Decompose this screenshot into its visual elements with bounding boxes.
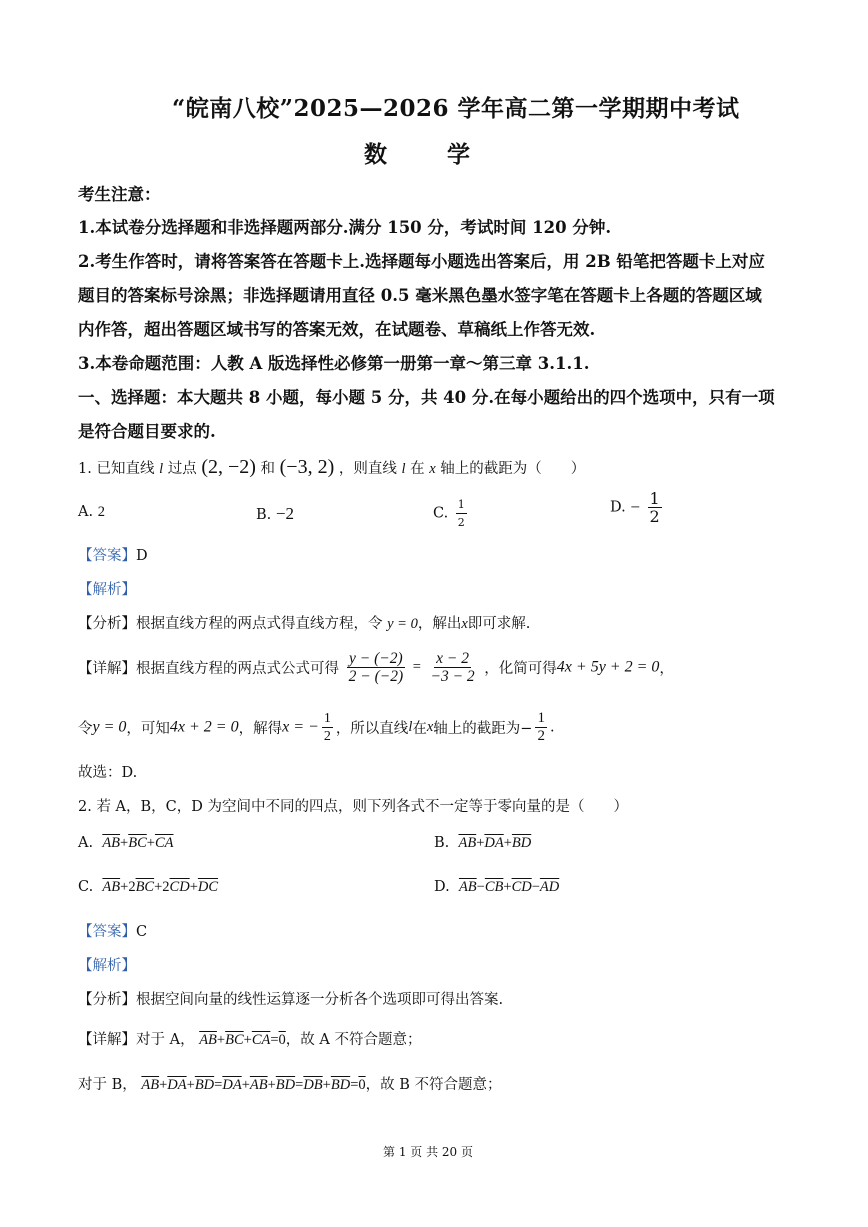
q2-option-d-label: D. (434, 879, 450, 895)
detail-text-b: 对于 B， (78, 1077, 137, 1093)
option-d-label: D. (610, 499, 626, 516)
q1-rest2: 在 (410, 461, 425, 477)
detail-tag: 【详解】 (78, 1032, 136, 1048)
q1-detail-line2 (78, 710, 555, 745)
equals: = (295, 1077, 304, 1093)
plus: + (503, 879, 512, 895)
q1-point-1: (2, −2) (201, 456, 256, 478)
plus: + (120, 835, 129, 851)
detail-text-a-end: ，故 A 不符合题意； (285, 1032, 422, 1048)
q1-and: 和 (260, 461, 276, 477)
vec-bd: $\overline{BD}$ (511, 835, 532, 851)
answer-value: D (136, 548, 148, 564)
detail-equation: 4x + 5y + 2 = 0 (556, 658, 660, 676)
vec-cd: $\overline{CD}$ (511, 879, 532, 895)
q2-answer (78, 920, 147, 941)
notice-item-2-line2: 题目的答案标号涂黑；非选择题请用直径 0.5 毫米黑色墨水签字笔在答题卡上各题的答题区域 (78, 286, 762, 305)
q2-option-c-label: C. (78, 879, 94, 895)
line2-frac2-num: 1 (537, 710, 545, 726)
vec-ab: $\overline{AB}$ (249, 1077, 268, 1093)
subject-title: 数学 (364, 141, 530, 168)
plus: + (154, 879, 163, 895)
line2-l: l (408, 719, 413, 735)
line2-text-g: . (549, 719, 555, 736)
vec-ab: $\overline{AB}$ (199, 1032, 217, 1048)
plus: + (241, 1077, 250, 1093)
line2-text-b: ，可知 (126, 721, 170, 737)
vec-bc: $\overline{BC}$ (135, 879, 155, 895)
equals: = (350, 1077, 359, 1093)
vec-ad: $\overline{AD}$ (539, 879, 560, 895)
plus: + (503, 835, 512, 851)
vec-dc: $\overline{DC}$ (197, 879, 219, 895)
plus: + (243, 1032, 252, 1048)
plus: + (120, 879, 129, 895)
vec-ca: $\overline{CA}$ (154, 835, 174, 851)
line2-frac1-num: 1 (323, 711, 331, 726)
fenxi-text-b: ，解出 (417, 616, 462, 632)
notice-item-3: 3.本卷命题范围：人教 A 版选择性必修第一册第一章～第三章 3.1.1. (78, 354, 590, 373)
section-heading-line2: 是符合题目要求的. (78, 422, 216, 441)
q2-option-a (78, 835, 173, 852)
vec-ab: $\overline{AB}$ (102, 835, 121, 851)
q1-option-a (78, 504, 105, 521)
line2-text-e: 在 (412, 721, 427, 737)
q1-option-d (610, 490, 665, 525)
q1-option-b (256, 504, 294, 524)
vec-db: $\overline{DB}$ (303, 1077, 323, 1093)
page-footer: 第 1 页 共 20 页 (383, 1145, 473, 1159)
line2-text-f: 轴上的截距为− (433, 721, 533, 737)
vec-ab: $\overline{AB}$ (458, 835, 477, 851)
vec-ab: $\overline{AB}$ (458, 879, 477, 895)
equals: = (270, 1032, 279, 1048)
zero-vector: 0 (358, 1077, 366, 1093)
q1-fenxi (78, 612, 530, 633)
fenxi-tag: 【分析】 (78, 992, 136, 1008)
notice-heading: 考生注意： (78, 185, 161, 204)
fenxi-text-a: 根据直线方程的两点式得直线方程，令 (136, 616, 383, 632)
vec-da: $\overline{DA}$ (484, 835, 504, 851)
line2-fraction-2 (535, 710, 547, 745)
fenxi-eq: y = 0 (387, 616, 418, 632)
vec-da: $\overline{DA}$ (222, 1077, 242, 1093)
detail-tag: 【详解】 (78, 661, 136, 677)
page-title: “皖南八校”2025—2026 学年高二第一学期期中考试 (172, 95, 740, 122)
fraction-2-num: x − 2 (436, 650, 470, 667)
line2-fraction-1 (322, 710, 333, 745)
line2-eq1: y = 0 (92, 718, 127, 736)
equals: = (214, 1077, 223, 1093)
fenxi-text: 根据空间向量的线性运算逐一分析各个选项即可得出答案. (136, 992, 504, 1008)
notice-item-2-line1: 2.考生作答时，请将答案答在答题卡上.选择题每小题选出答案后，用 2B 铅笔把答题卡上对应 (78, 252, 765, 271)
line2-text-a: 令 (78, 721, 93, 737)
option-c-label: C. (433, 505, 449, 522)
vec-da: $\overline{DA}$ (167, 1077, 187, 1093)
fenxi-x: x (461, 616, 468, 632)
vec-ca: $\overline{CA}$ (251, 1032, 271, 1048)
q1-x-var: x (429, 461, 436, 477)
option-d-fraction (648, 490, 662, 525)
section-heading-line1: 一、选择题：本大题共 8 小题，每小题 5 分，共 40 分.在每小题给出的四个选项中，只有一项 (78, 388, 775, 407)
option-b-label: B. (256, 507, 272, 523)
option-d-num: 1 (649, 489, 660, 508)
q2-analysis-tag: 【解析】 (78, 958, 136, 974)
detail-fraction-2 (429, 650, 477, 685)
plus: + (189, 879, 198, 895)
plus: + (476, 835, 485, 851)
line2-text-d: ，所以直线 (335, 721, 409, 737)
detail-fraction-1 (347, 650, 406, 685)
option-b-value: −2 (275, 504, 294, 523)
vec-bd: $\overline{BD}$ (330, 1077, 351, 1093)
equals-sign: = (412, 659, 421, 675)
coef-two: 2 (128, 879, 136, 895)
q1-detail-line1 (78, 650, 674, 685)
option-c-fraction (456, 496, 467, 531)
q2-option-b-label: B. (434, 835, 450, 851)
plus: + (186, 1077, 195, 1093)
detail-text-a: 根据直线方程的两点式公式可得 (136, 661, 339, 677)
vec-ab: $\overline{AB}$ (102, 879, 121, 895)
line2-eq2: 4x + 2 = 0 (169, 718, 239, 736)
vec-ab: $\overline{AB}$ (141, 1077, 160, 1093)
detail-text-a: 对于 A， (136, 1032, 195, 1048)
detail-text-b-end: ，故 B 不符合题意； (365, 1077, 502, 1093)
vec-bd: $\overline{BD}$ (275, 1077, 296, 1093)
answer-value: C (136, 924, 148, 940)
q1-point-2: (−3, 2) (279, 456, 335, 478)
q1-conclusion: 故选：D. (78, 765, 138, 781)
detail-text-c: ， (659, 661, 674, 677)
q1-line-var: l (159, 461, 164, 477)
q1-rest3: 轴上的截距为（ ） (440, 461, 586, 477)
fraction-1-den: 2 − (−2) (348, 668, 404, 685)
plus: + (159, 1077, 168, 1093)
question-2-stem: 2. 若 A，B，C，D 为空间中不同的四点，则下列各式不一定等于零向量的是（ ） (78, 799, 629, 815)
line2-xx: x (426, 719, 434, 735)
q2-detail-line2 (78, 1073, 502, 1094)
fenxi-tag: 【分析】 (78, 616, 136, 632)
minus: − (476, 879, 485, 895)
question-1-stem (78, 456, 585, 479)
plus: + (322, 1077, 331, 1093)
option-d-sign: − (630, 497, 640, 517)
q1-answer (78, 544, 148, 565)
plus: + (146, 835, 155, 851)
vec-bc: $\overline{BC}$ (128, 835, 147, 851)
vec-cb: $\overline{CB}$ (484, 879, 504, 895)
vec-bc: $\overline{BC}$ (225, 1032, 244, 1048)
fraction-2-den: −3 − 2 (430, 668, 475, 685)
fenxi-text-c: 即可求解. (467, 616, 531, 632)
option-a-label: A. (78, 504, 94, 520)
minus: − (531, 879, 540, 895)
line2-x: x = − (282, 718, 319, 736)
line2-frac1-den: 2 (323, 729, 331, 744)
q1-rest1: ，则直线 (338, 461, 397, 477)
zero-vector: 0 (278, 1032, 286, 1048)
q2-option-c (78, 879, 218, 896)
q1-line-var-2: l (401, 461, 406, 477)
answer-tag: 【答案】 (78, 924, 136, 940)
line2-text-c: ，解得 (238, 721, 283, 737)
q2-option-b (434, 835, 531, 852)
detail-text-b: ，化简可得 (484, 661, 557, 677)
notice-item-2-line3: 内作答，超出答题区域书写的答案无效，在试题卷、草稿纸上作答无效. (78, 320, 596, 339)
q1-analysis-tag: 【解析】 (78, 582, 136, 598)
notice-item-1: 1.本试卷分选择题和非选择题两部分.满分 150 分，考试时间 120 分钟. (78, 218, 612, 237)
q1-pass: 过点 (167, 461, 197, 477)
vec-bd: $\overline{BD}$ (194, 1077, 215, 1093)
q2-option-d (434, 879, 559, 896)
line2-frac2-den: 2 (537, 728, 545, 744)
plus: + (267, 1077, 276, 1093)
option-c-den: 2 (457, 516, 465, 529)
q2-option-a-label: A. (78, 835, 94, 851)
q1-number: 1. 已知直线 (78, 461, 155, 477)
q1-option-c (433, 496, 470, 531)
option-c-num: 1 (456, 496, 467, 514)
coef-two: 2 (162, 879, 170, 895)
fraction-1-num: y − (−2) (349, 650, 403, 667)
q2-fenxi (78, 988, 503, 1009)
q2-detail-line1 (78, 1028, 422, 1049)
option-d-den: 2 (649, 507, 660, 526)
option-a-value: 2 (97, 504, 105, 520)
vec-cd: $\overline{CD}$ (169, 879, 190, 895)
answer-tag: 【答案】 (78, 548, 136, 564)
plus: + (216, 1032, 226, 1048)
